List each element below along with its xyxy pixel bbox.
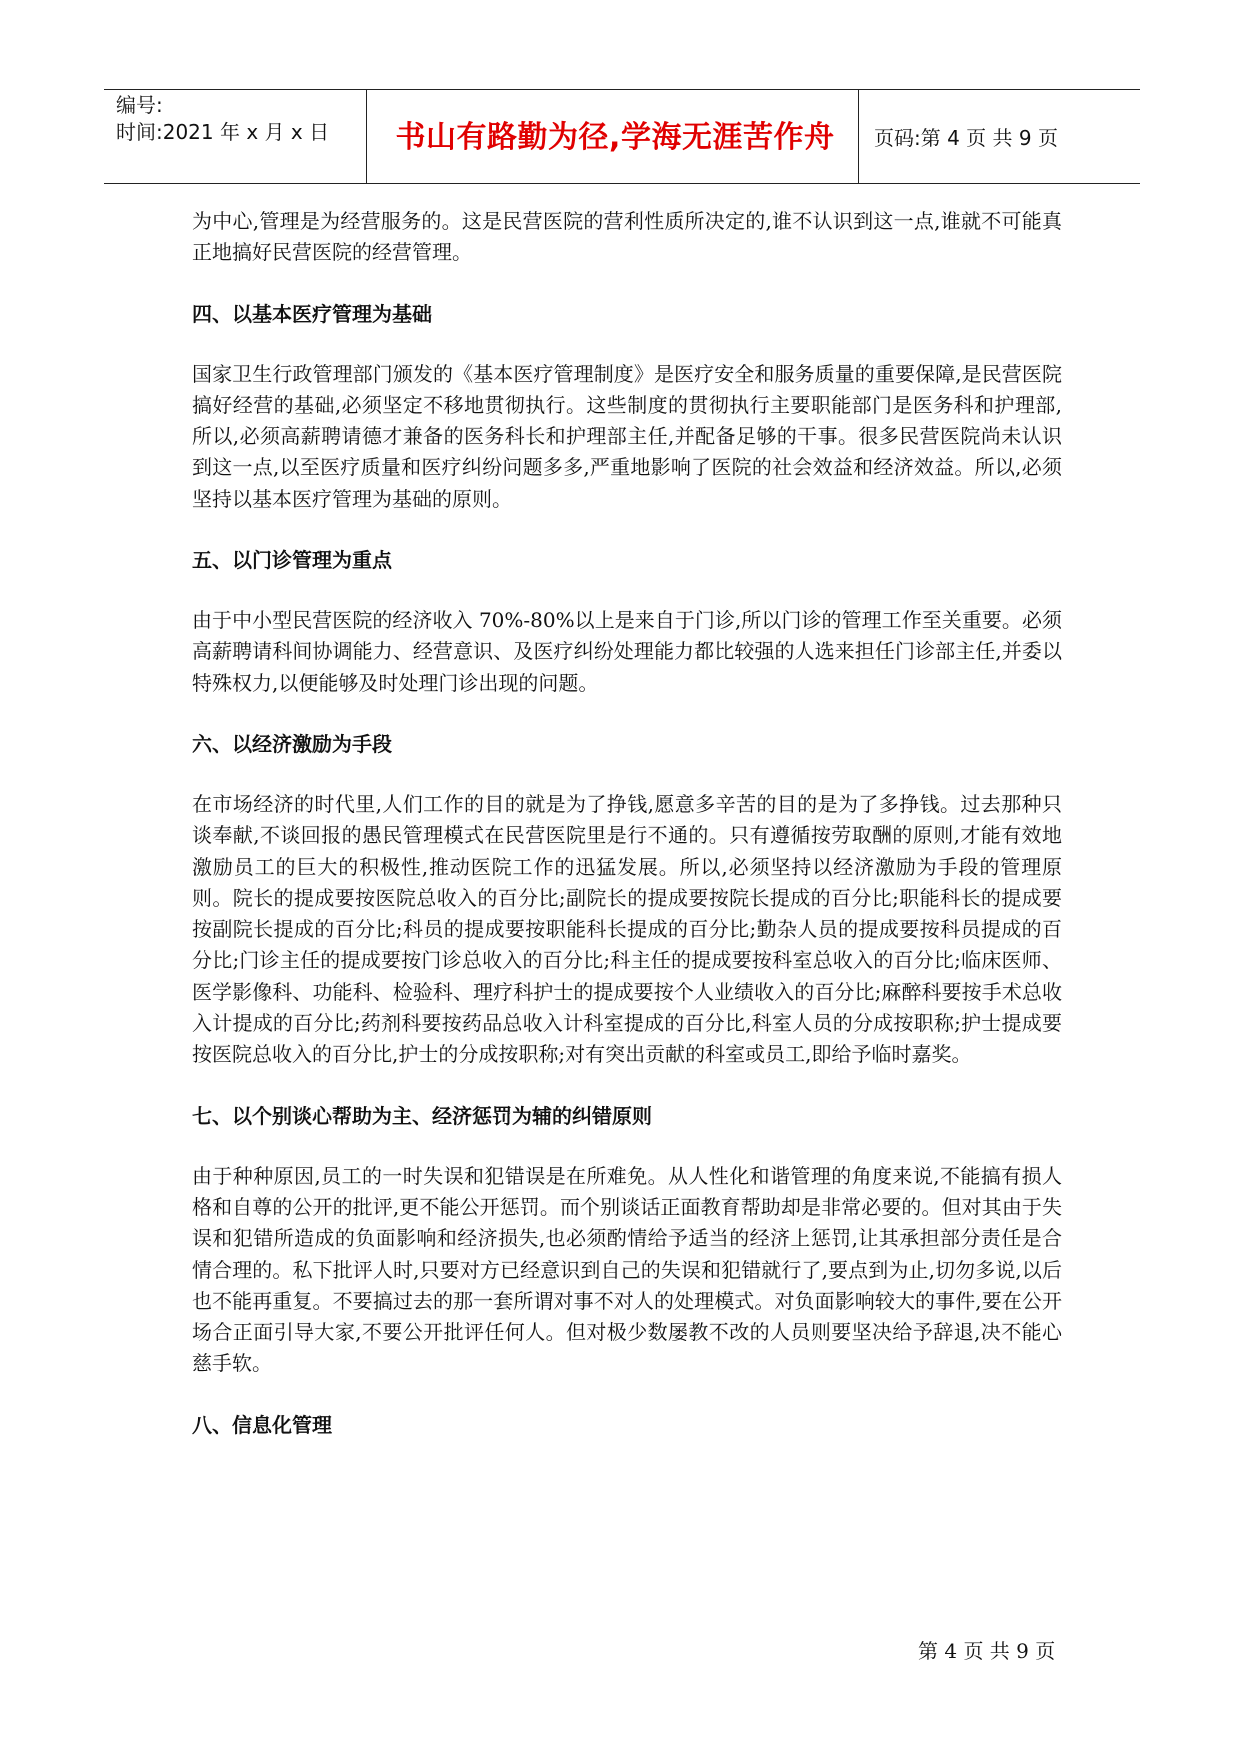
header-divider-left [366, 89, 367, 183]
paragraph-intro: 为中心,管理是为经营服务的。这是民营医院的营利性质所决定的,谁不认识到这一点,谁就不可能真正地搞好民营医院的经营管理。 [192, 209, 1062, 265]
paragraph-5: 由于中小型民营医院的经济收入 70%-80%以上是来自于门诊,所以门诊的管理工作至关重要。必须高薪聘请科间协调能力、经营意识、及医疗纠纷处理能力都比较强的人选来担任门诊部主任,并委以特殊权力,以便能够及时处理门诊出现的问题。 [192, 608, 1062, 695]
document-body [192, 206, 1062, 1470]
paragraph-4: 国家卫生行政管理部门颁发的《基本医疗管理制度》是医疗安全和服务质量的重要保障,是民营医院搞好经营的基础,必须坚定不移地贯彻执行。这些制度的贯彻执行主要职能部门是医务科和护理部,所以,必须高薪聘请德才兼备的医务科长和护理部主任,并配备足够的干事。很多民营医院尚未认识到这一点,以至医疗质量和医疗纠纷问题多多,严重地影响了医院的社会效益和经济效益。所以,必须坚持以基本医疗管理为基础的原则。 [192, 361, 1062, 511]
header-motto: 书山有路勤为径,学海无涯苦作舟 [395, 120, 835, 155]
section-heading-7: 七、以个别谈心帮助为主、经济惩罚为辅的纠错原则 [192, 1103, 652, 1128]
paragraph-7: 由于种种原因,员工的一时失误和犯错误是在所难免。从人性化和谐管理的角度来说,不能搞有损人格和自尊的公开的批评,更不能公开惩罚。而个别谈话正面教育帮助却是非常必要的。但对其由于失误和犯错所造成的负面影响和经济损失,也必须酌情给予适当的经济上惩罚,让其承担部分责任是合情合理的。私下批评人时,只要对方已经意识到自己的失误和犯错就行了,要点到为止,切勿多说,以后也不能再重复。不要搞过去的那一套所谓对事不对人的处理模式。对负面影响较大的事件,要在公开场合正面引导大家,不要公开批评任何人。但对极少数屡教不改的人员则要坚决给予辞退,决不能心慈手软。 [192, 1163, 1062, 1376]
doc-time-label: 时间:2021 年 x 月 x 日 [116, 120, 330, 144]
section-heading-6: 六、以经济激励为手段 [192, 731, 392, 756]
header-meta [116, 92, 329, 146]
paragraph-6: 在市场经济的时代里,人们工作的目的就是为了挣钱,愿意多辛苦的目的是为了多挣钱。过去那种只谈奉献,不谈回报的愚民管理模式在民营医院里是行不通的。只有遵循按劳取酬的原则,才能有效地激励员工的巨大的积极性,推动医院工作的迅猛发展。所以,必须坚持以经济激励为手段的管理原则。院长的提成要按医院总收入的百分比;副院长的提成要按院长提成的百分比;职能科长的提成要按副院长提成的百分比;科员的提成要按职能科长提成的百分比;勤杂人员的提成要按科员提成的百分比;门诊主任的提成要按门诊总收入的百分比;科主任的提成要按科室总收入的百分比;临床医师、医学影像科、功能科、检验科、理疗科护士的提成要按个人业绩收入的百分比;麻醉科要按手术总收入计提成的百分比;药剂科要按药品总收入计科室提成的百分比,科室人员的分成按职称;护士提成要按医院总收入的百分比,护士的分成按职称;对有突出贡献的科室或员工,即给予临时嘉奖。 [192, 791, 1062, 1067]
section-heading-4: 四、以基本医疗管理为基础 [192, 301, 432, 326]
section-heading-8: 八、信息化管理 [192, 1412, 332, 1437]
header-top-rule [104, 89, 1140, 90]
footer-page-number: 第 4 页 共 9 页 [918, 1639, 1056, 1663]
header-bottom-rule [104, 183, 1140, 184]
section-heading-5: 五、以门诊管理为重点 [192, 548, 392, 573]
header-page-label: 页码:第 4 页 共 9 页 [874, 126, 1058, 150]
doc-number-label: 编号: [116, 93, 163, 117]
